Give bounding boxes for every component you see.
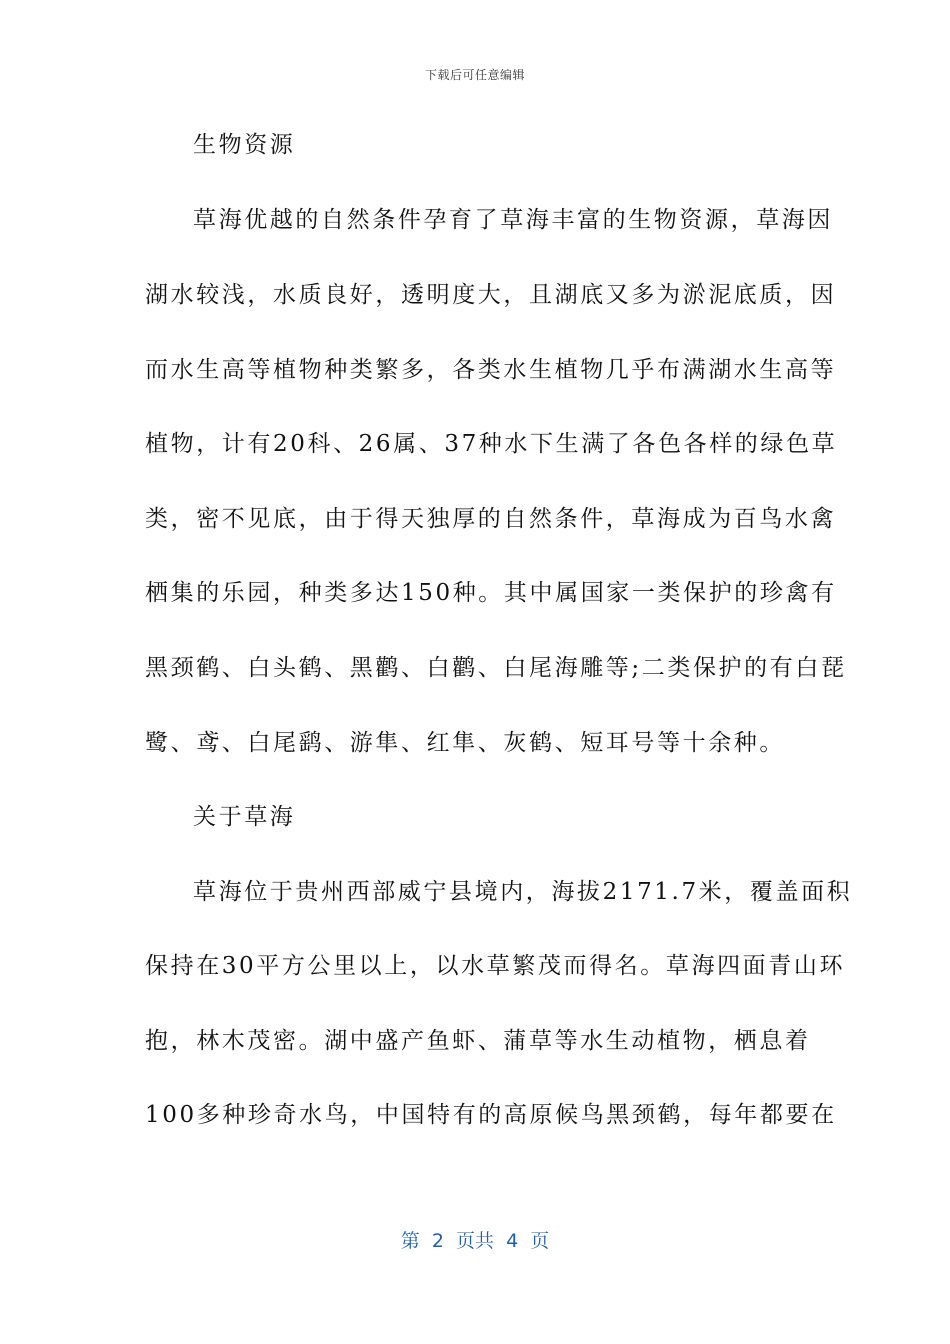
section-heading-about-caohai: 关于草海 <box>193 804 296 830</box>
paragraph-line: 草海位于贵州西部威宁县境内，海拔2171.7米，覆盖面积 <box>193 879 853 905</box>
paragraph-line: 湖水较浅，水质良好，透明度大，且湖底又多为淤泥底质，因 <box>145 282 837 308</box>
section-heading-biological-resources: 生物资源 <box>193 132 296 158</box>
page-number-footer: 第 2 页共 4 页 <box>400 1230 550 1252</box>
paragraph-line: 保持在30平方公里以上，以水草繁茂而得名。草海四面青山环 <box>145 953 846 979</box>
paragraph-line: 植物，计有20科、26属、37种水下生满了各色各样的绿色草 <box>145 431 838 457</box>
paragraph-line: 100多种珍奇水鸟，中国特有的高原候鸟黑颈鹤，每年都要在 <box>145 1102 837 1128</box>
header-note: 下载后可任意编辑 <box>424 68 525 82</box>
paragraph-line: 类，密不见底，由于得天独厚的自然条件，草海成为百鸟水禽 <box>145 506 837 532</box>
paragraph-line: 而水生高等植物种类繁多，各类水生植物几乎布满湖水生高等 <box>145 357 837 383</box>
paragraph-line: 黑颈鹤、白头鹤、黑鹳、白鹳、白尾海雕等;二类保护的有白琵 <box>145 655 847 681</box>
paragraph-line: 抱，林木茂密。湖中盛产鱼虾、蒲草等水生动植物，栖息着 <box>145 1028 811 1054</box>
paragraph-line: 栖集的乐园，种类多达150种。其中属国家一类保护的珍禽有 <box>145 580 837 606</box>
paragraph-line: 草海优越的自然条件孕育了草海丰富的生物资源，草海因 <box>193 207 833 233</box>
paragraph-line: 鹭、鸢、白尾鹞、游隼、红隼、灰鹤、短耳号等十余种。 <box>145 730 785 756</box>
